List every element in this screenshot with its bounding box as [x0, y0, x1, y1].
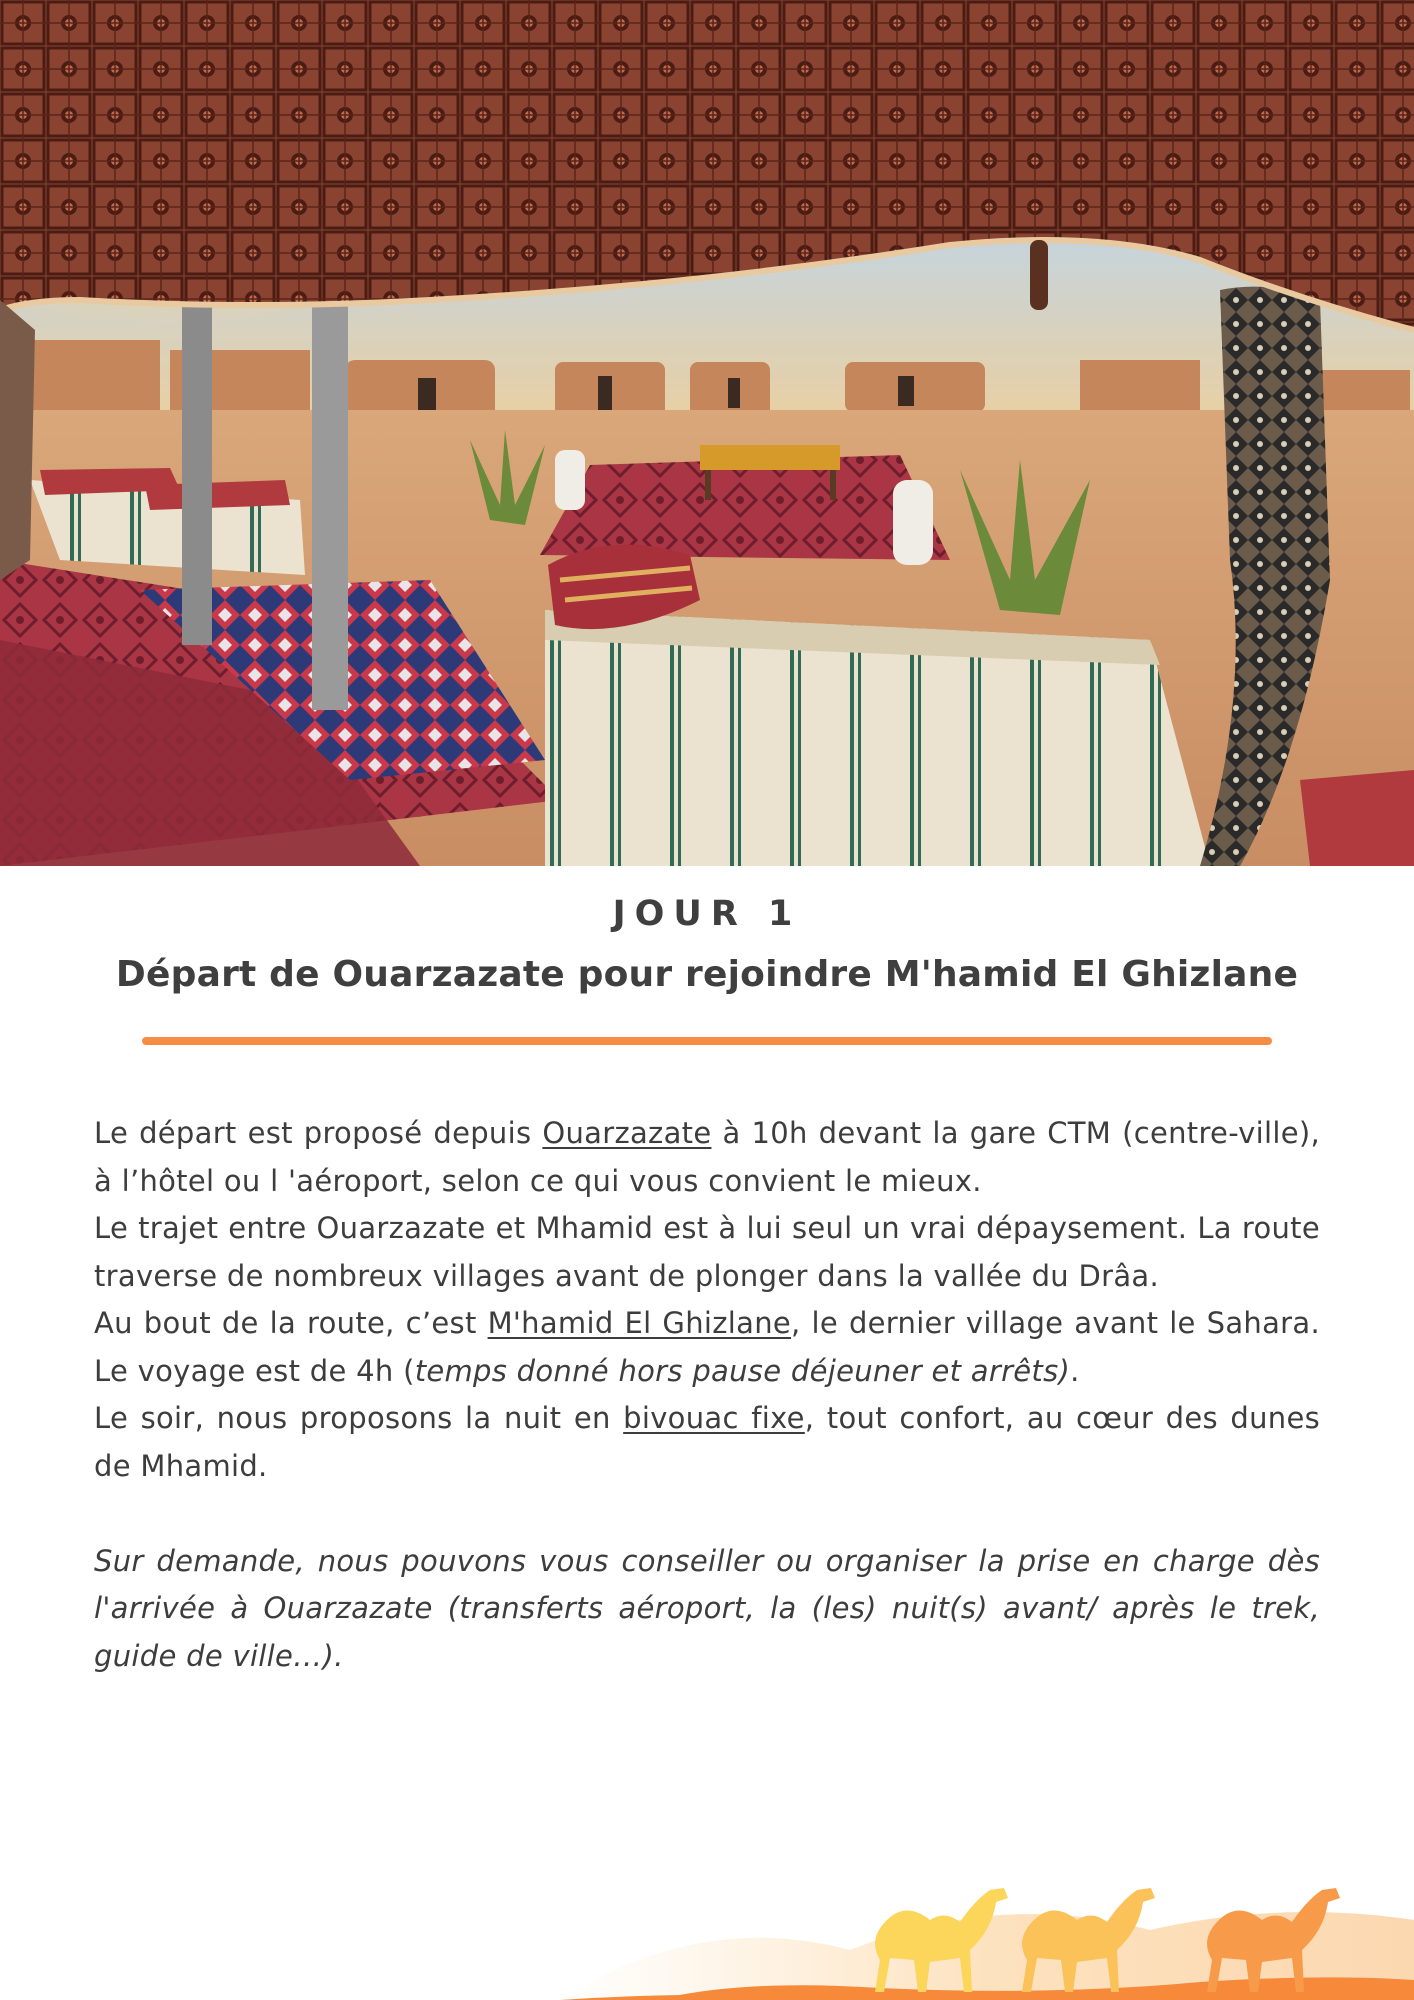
- day-label: JOUR 1: [612, 894, 802, 934]
- paragraph-departure: [94, 1110, 1320, 1205]
- paragraph-note: Sur demande, nous pouvons vous conseiller ou organiser la prise en charge dès l'arrivée à Ouarzazate (transferts aéroport, la (les) nuit(s) avant/ après le trek, guide de ville…).: [94, 1543, 1320, 1673]
- hero-photo-desert-camp: [0, 0, 1414, 866]
- text: , le dernier village avant le Sahara. Le voyage est de 4h (: [94, 1306, 1320, 1388]
- paragraph-evening: [94, 1395, 1320, 1490]
- text-italic: temps donné hors pause déjeuner et arrêts): [414, 1353, 1071, 1388]
- text: Le soir, nous proposons la nuit en: [94, 1401, 624, 1435]
- paragraph-route: Le trajet entre Ouarzazate et Mhamid est à lui seul un vrai dépaysement. La route traverse de nombreux villages avant de plonger dans la vallée du Drâa.: [94, 1211, 1320, 1293]
- itinerary-description: [94, 1110, 1320, 1680]
- text: .: [1070, 1353, 1080, 1388]
- text: Le départ est proposé depuis: [94, 1116, 543, 1150]
- orange-divider: [142, 1037, 1272, 1045]
- text: , tout confort, au cœur des dunes de Mhamid.: [94, 1401, 1320, 1483]
- link-bivouac[interactable]: bivouac fixe: [623, 1401, 805, 1435]
- text: Au bout de la route, c’est: [94, 1306, 488, 1340]
- link-ouarzazate[interactable]: Ouarzazate: [542, 1116, 712, 1150]
- camel-footer-decoration: [0, 1870, 1414, 2000]
- text: à 10h devant la gare CTM (centre-ville), à l’hôtel ou l 'aéroport, selon ce qui vous convient le mieux.: [94, 1116, 1320, 1198]
- day-title: Départ de Ouarzazate pour rejoindre M'hamid El Ghizlane: [115, 954, 1299, 995]
- link-mhamid[interactable]: M'hamid El Ghizlane: [487, 1306, 792, 1340]
- paragraph-arrival: [94, 1300, 1320, 1395]
